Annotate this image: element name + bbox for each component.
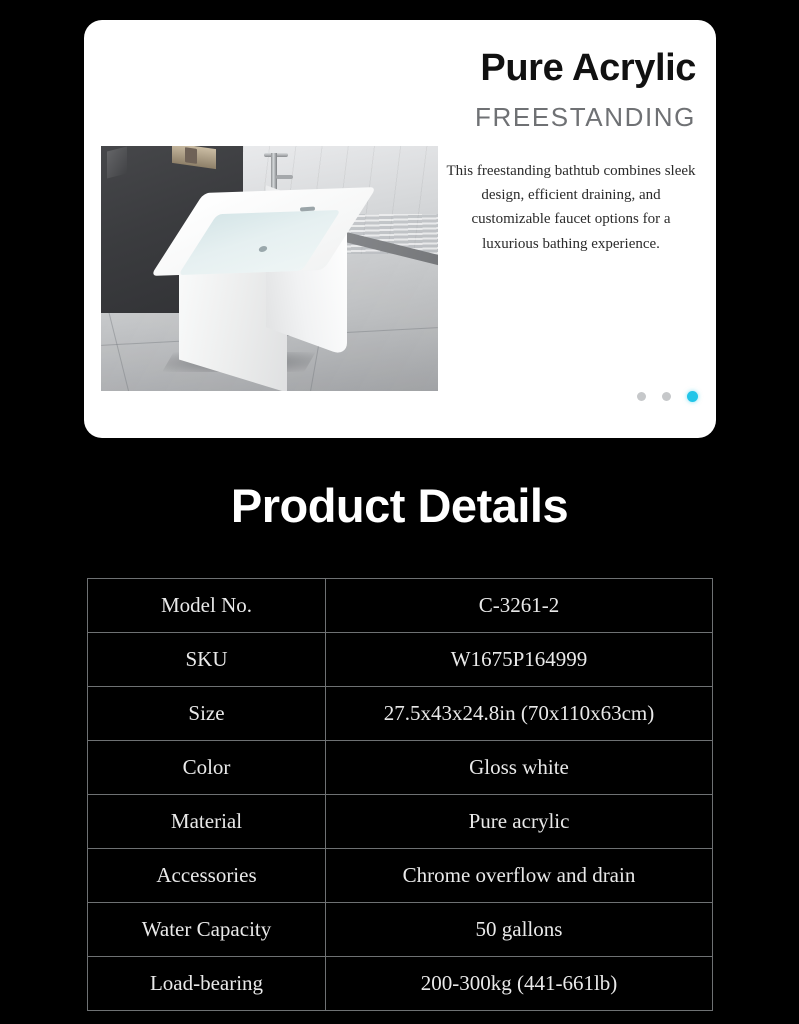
spec-key: Water Capacity [88,903,326,957]
spec-table-body [88,579,713,1011]
table-row [88,903,713,957]
faucet-handle [276,175,293,178]
spec-value: Chrome overflow and drain [326,849,713,903]
spec-key: SKU [88,633,326,687]
table-row [88,633,713,687]
carousel-dot-3[interactable] [687,391,698,402]
spec-key: Color [88,741,326,795]
table-row [88,687,713,741]
table-row [88,795,713,849]
spec-value: Gloss white [326,741,713,795]
spec-key: Model No. [88,579,326,633]
carousel-dot-1[interactable] [637,392,646,401]
spec-value: 200-300kg (441-661lb) [326,957,713,1011]
spec-key: Material [88,795,326,849]
spec-value: C-3261-2 [326,579,713,633]
carousel-pagination[interactable] [637,391,698,402]
table-row [88,579,713,633]
product-image[interactable] [101,146,438,391]
product-description: This freestanding bathtub combines sleek design, efficient draining, and customizable faucet options for a luxurious bathing experience. [446,162,696,252]
spec-value: 27.5x43x24.8in (70x110x63cm) [326,687,713,741]
spec-value: 50 gallons [326,903,713,957]
carousel-dot-2[interactable] [662,392,671,401]
table-row [88,849,713,903]
product-specifications-table [87,578,713,1011]
product-details-heading: Product Details [230,479,569,532]
spec-key: Size [88,687,326,741]
product-title: Pure Acrylic [480,47,696,89]
spec-key: Load-bearing [88,957,326,1011]
product-hero-card [84,20,716,438]
hero-text-block [440,48,702,256]
spec-key: Accessories [88,849,326,903]
spec-value: Pure acrylic [326,795,713,849]
spec-value: W1675P164999 [326,633,713,687]
table-row [88,741,713,795]
bathtub-scene-illustration [101,146,438,391]
table-row [88,957,713,1011]
product-subtitle: FREESTANDING [475,101,696,132]
shelf-object [185,148,197,164]
